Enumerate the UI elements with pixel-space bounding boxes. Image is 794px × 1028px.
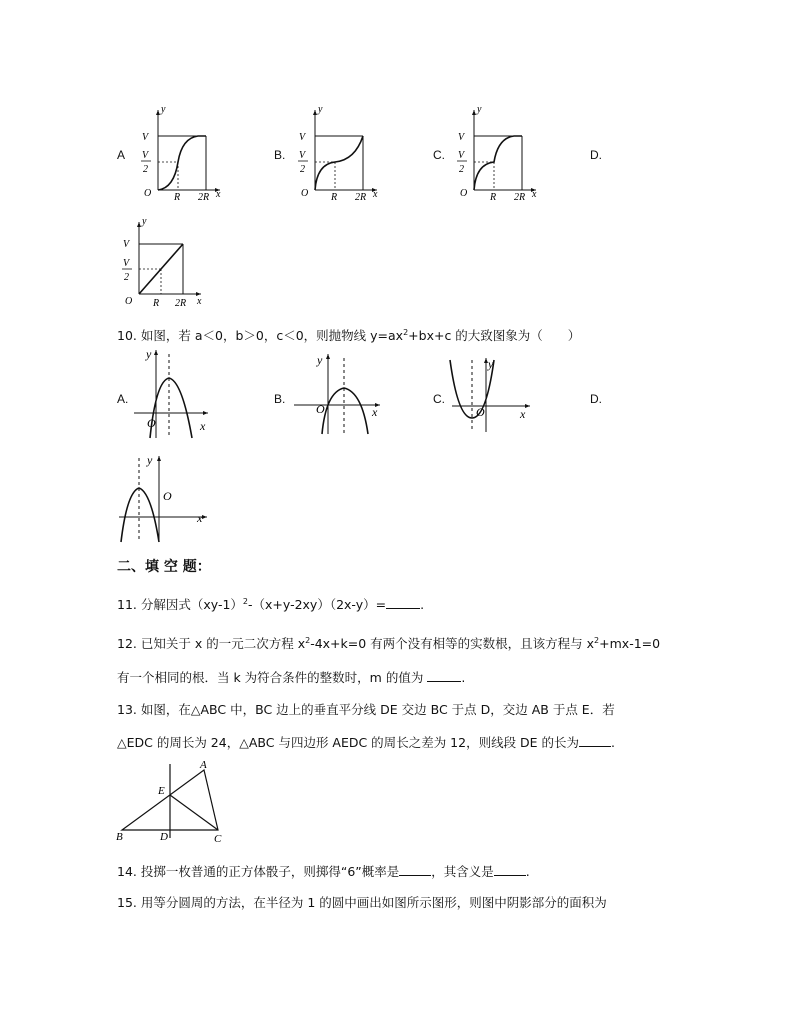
q15-text	[117, 893, 607, 911]
q13-text-c: .	[611, 735, 616, 750]
q13-number: 13.	[117, 702, 137, 717]
y-axis-label: y	[161, 104, 166, 115]
point-d-label: D	[160, 831, 168, 843]
two-r-label: 2R	[175, 298, 187, 309]
x-axis-label: x	[216, 189, 221, 200]
x-axis-label: x	[520, 407, 526, 421]
q14-number: 14.	[117, 864, 137, 879]
half-v-numerator: V	[458, 150, 465, 161]
q13-triangle-figure	[114, 758, 230, 846]
r-label: R	[490, 192, 497, 200]
x-axis-label: x	[200, 419, 206, 433]
q13-text-b: △EDC 的周长为 24，△ABC 与四边形 AEDC 的周长之差为 12，则线段 DE 的长为	[117, 735, 580, 750]
q11-text-c: .	[420, 597, 425, 612]
q10-number: 10.	[117, 328, 137, 343]
q14-text-b: ，其含义是	[431, 864, 494, 879]
q11-superscript: 2	[242, 596, 249, 606]
x-axis-label: x	[197, 511, 203, 525]
half-v-numerator: V	[299, 150, 306, 161]
q10-graph-b	[290, 350, 382, 436]
origin-label: O	[460, 188, 468, 199]
origin-label: O	[316, 402, 325, 416]
q9-graph-d	[117, 216, 209, 312]
two-r-label: 2R	[514, 192, 526, 200]
q10-text	[117, 326, 580, 344]
vertex-a-label: A	[200, 759, 207, 771]
q13-answer-blank[interactable]	[579, 734, 611, 747]
q9-graph-a	[136, 104, 228, 200]
q11-text-a: 分解因式（xy-1）	[140, 597, 243, 612]
x-axis-label: x	[373, 189, 378, 200]
origin-label: O	[476, 405, 485, 419]
q10-graph-a	[130, 346, 210, 440]
half-v-numerator: V	[123, 258, 130, 269]
q9-graph-b	[293, 104, 385, 200]
q13-line1	[117, 700, 615, 718]
half-v-denominator: 2	[124, 272, 129, 283]
v-label: V	[142, 132, 149, 143]
section-fill-in-blank-heading: 二、填 空 题：	[117, 559, 211, 575]
q12-superscript-2: 2	[594, 635, 600, 645]
half-v-numerator: V	[142, 150, 149, 161]
y-axis-label: y	[147, 453, 153, 467]
q9-option-b-label: B.	[274, 148, 286, 162]
q15-number: 15.	[117, 895, 137, 910]
q12-text-d: 有一个相同的根．当 k 为符合条件的整数时，m 的值为	[117, 670, 428, 685]
q10-superscript: 2	[403, 327, 409, 337]
q9-graph-c	[452, 104, 544, 200]
q10-text-b: +bx+c 的大致图象为（ ）	[408, 328, 581, 343]
v-label: V	[123, 239, 130, 250]
r-label: R	[174, 192, 181, 200]
origin-label: O	[147, 416, 156, 430]
v-label: V	[299, 132, 306, 143]
r-label: R	[153, 298, 160, 309]
origin-label: O	[163, 489, 172, 503]
q14-answer-blank-2[interactable]	[494, 863, 526, 876]
half-v-denominator: 2	[300, 164, 305, 175]
q12-text-e: .	[461, 670, 466, 685]
q10-option-a-label: A.	[117, 392, 129, 406]
q11-text-b: -（x+y-2xy）（2x-y）=	[248, 597, 387, 612]
q9-option-c-label: C.	[433, 148, 445, 162]
x-axis-label: x	[197, 296, 202, 307]
origin-label: O	[301, 188, 309, 199]
q14-text-a: 投掷一枚普通的正方体骰子，则掷得“6”概率是	[140, 864, 400, 879]
two-r-label: 2R	[355, 192, 367, 200]
q10-text-a: 如图，若 a＜0，b＞0，c＜0，则抛物线 y=ax	[140, 328, 404, 343]
vertex-b-label: B	[116, 831, 123, 843]
y-axis-label: y	[142, 216, 147, 227]
vertex-c-label: C	[214, 833, 222, 845]
q12-text-c: +mx-1=0	[599, 636, 661, 651]
q14-text	[117, 862, 530, 880]
q14-text-c: .	[525, 864, 530, 879]
half-v-denominator: 2	[143, 164, 148, 175]
half-v-denominator: 2	[459, 164, 464, 175]
origin-label: O	[144, 188, 152, 199]
x-axis-label: x	[372, 405, 378, 419]
two-r-label: 2R	[198, 192, 210, 200]
y-axis-label: y	[317, 353, 323, 367]
q13-line2	[117, 733, 615, 751]
y-axis-label: y	[488, 357, 494, 371]
q9-option-d-label: D.	[590, 148, 602, 162]
q14-answer-blank-1[interactable]	[399, 863, 431, 876]
y-axis-label: y	[146, 347, 152, 361]
point-e-label: E	[158, 785, 165, 797]
q10-option-c-label: C.	[433, 392, 445, 406]
x-axis-label: x	[532, 189, 537, 200]
y-axis-label: y	[477, 104, 482, 115]
q11-answer-blank[interactable]	[386, 596, 420, 609]
q10-option-d-label: D.	[590, 392, 602, 406]
q9-option-a-label: A	[117, 148, 126, 162]
y-axis-label: y	[318, 104, 323, 115]
q12-text-b: -4x+k=0 有两个没有相等的实数根，且该方程与 x	[310, 636, 595, 651]
q12-line2	[117, 668, 465, 686]
q12-answer-blank[interactable]	[427, 669, 461, 682]
q13-text-a: 如图，在△ABC 中，BC 边上的垂直平分线 DE 交边 BC 于点 D，交边 AB 于点 E．若	[140, 702, 615, 717]
q11-text	[117, 595, 424, 613]
q12-text-a: 已知关于 x 的一元二次方程 x	[140, 636, 306, 651]
v-label: V	[458, 132, 465, 143]
origin-label: O	[125, 296, 133, 307]
q10-graph-c	[448, 354, 532, 434]
r-label: R	[331, 192, 338, 200]
q10-option-b-label: B.	[274, 392, 286, 406]
q15-text-a: 用等分圆周的方法，在半径为 1 的圆中画出如图所示图形，则图中阴影部分的面积为	[140, 895, 607, 910]
q12-line1	[117, 634, 660, 652]
q11-number: 11.	[117, 597, 137, 612]
q12-superscript: 2	[305, 635, 311, 645]
q12-number: 12.	[117, 636, 137, 651]
q10-graph-d	[117, 452, 211, 544]
